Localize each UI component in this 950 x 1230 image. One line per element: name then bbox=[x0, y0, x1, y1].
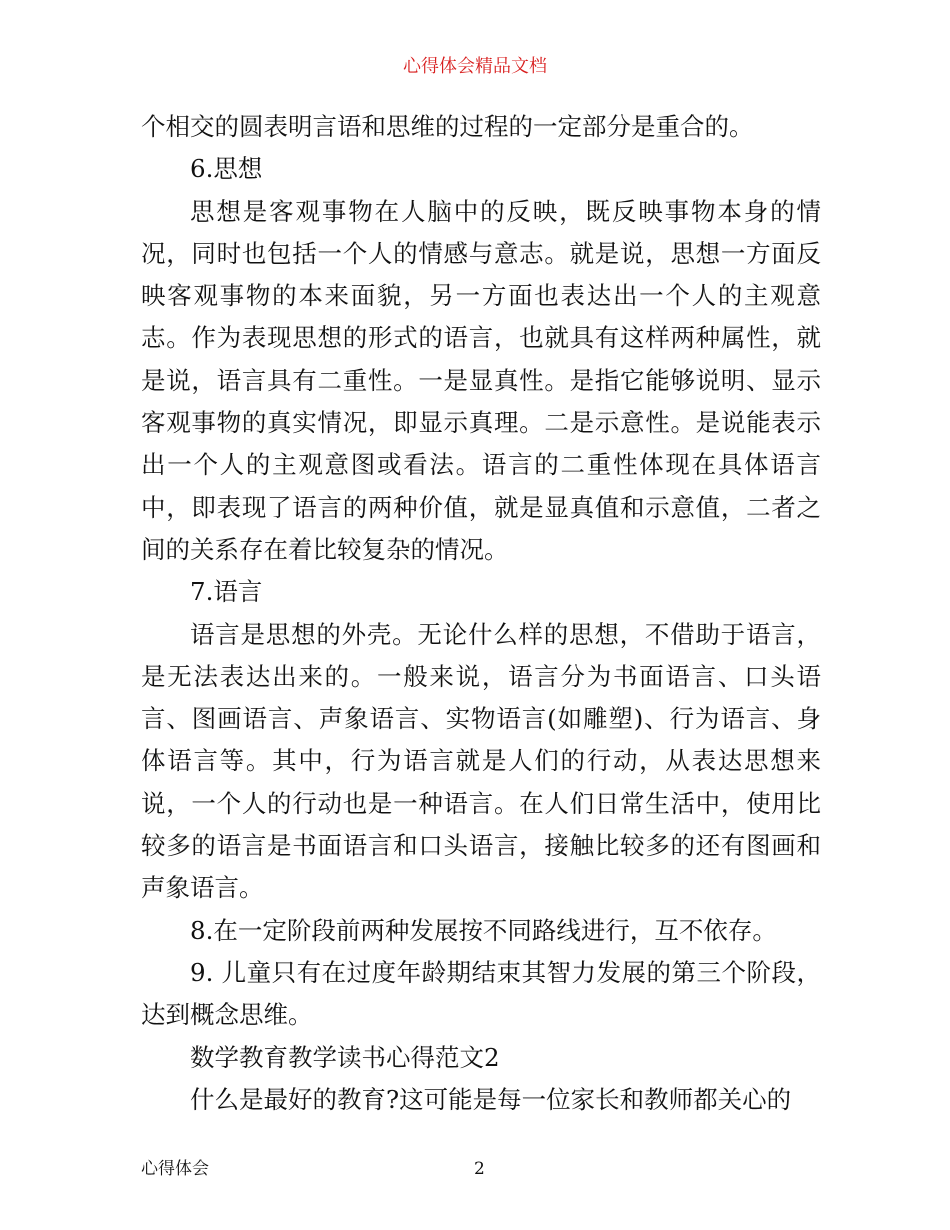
page-footer bbox=[141, 1156, 821, 1182]
paragraph-essay-start: 什么是最好的教育?这可能是每一位家长和教师都关心的 bbox=[190, 1084, 792, 1114]
section-heading-thought: 6.思想 bbox=[190, 154, 263, 184]
list-item-9: 9. 儿童只有在过度年龄期结束其智力发展的第三个阶段，达到概念思维。 bbox=[141, 957, 821, 1030]
page-number: 2 bbox=[474, 1159, 485, 1179]
section-heading-language: 7.语言 bbox=[190, 577, 263, 607]
paragraph-continuation: 个相交的圆表明言语和思维的过程的一定部分是重合的。 bbox=[141, 112, 754, 141]
essay-title: 数学教育教学读书心得范文2 bbox=[190, 1042, 500, 1072]
paragraph-language: 语言是思想的外壳。无论什么样的思想，不借助于语言，是无法表达出来的。一般来说，语言分为书面语言、口头语言、图画语言、声象语言、实物语言(如雕塑)、行为语言、身体语言等。其中，行为语言就是人们的行动，从表达思想来说，一个人的行动也是一种语言。在人们日常生活中，使用比较多的语言是书面语言和口头语言，接触比较多的还有图画和声象语言。 bbox=[141, 619, 821, 903]
footer-label: 心得体会 bbox=[141, 1159, 209, 1179]
paragraph-thought: 思想是客观事物在人脑中的反映，既反映事物本身的情况，同时也包括一个人的情感与意志。就是说，思想一方面反映客观事物的本来面貌，另一方面也表达出一个人的主观意志。作为表现思想的形式的语言，也就具有这样两种属性，就是说，语言具有二重性。一是显真性。是指它能够说明、显示客观事物的真实情况，即显示真理。二是示意性。是说能表示出一个人的主观意图或看法。语言的二重性体现在具体语言中，即表现了语言的两种价值，就是显真值和示意值，二者之间的关系存在着比较复杂的情况。 bbox=[141, 196, 821, 564]
document-body bbox=[141, 106, 821, 1121]
page-header-title: 心得体会精品文档 bbox=[403, 56, 547, 77]
list-item-8: 8.在一定阶段前两种发展按不同路线进行，互不依存。 bbox=[190, 915, 777, 945]
